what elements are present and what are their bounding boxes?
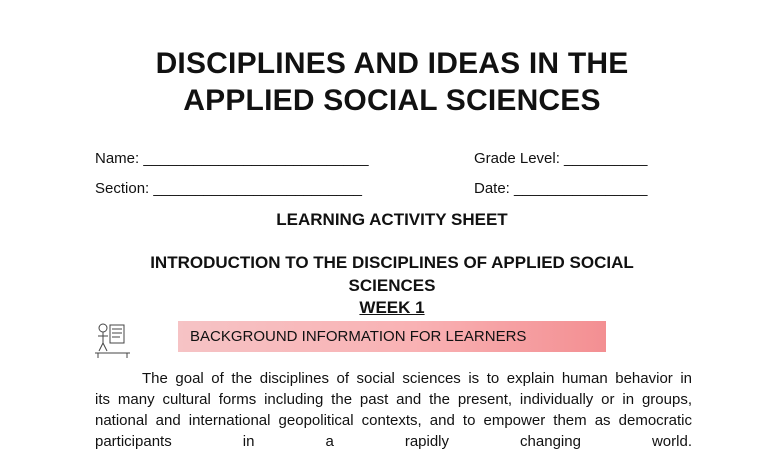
learning-activity-sheet-heading: LEARNING ACTIVITY SHEET — [276, 210, 508, 229]
grade-level-field: Grade Level: __________ — [474, 150, 648, 167]
paragraph-line: national and international geopolitical contexts, and to empower them as democratic — [95, 412, 692, 429]
introduction-heading-line-1: INTRODUCTION TO THE DISCIPLINES OF APPLIED SOCIAL — [150, 253, 634, 272]
week-heading: WEEK 1 — [359, 298, 425, 317]
date-field: Date: ________________ — [474, 180, 648, 197]
paragraph-line: participants in a rapidly changing world. — [95, 433, 692, 450]
background-information-label: BACKGROUND INFORMATION FOR LEARNERS — [190, 328, 527, 345]
student-reading-icon — [92, 319, 134, 359]
section-field: Section: _________________________ — [95, 180, 362, 197]
name-field: Name: ___________________________ — [95, 150, 369, 167]
introduction-heading-line-2: SCIENCES — [348, 276, 436, 295]
document-title-line-2: APPLIED SOCIAL SCIENCES — [183, 84, 601, 117]
document-title-line-1: DISCIPLINES AND IDEAS IN THE — [155, 47, 629, 80]
background-paragraph — [95, 368, 692, 452]
paragraph-line: its many cultural forms including the past and the present, individually or in groups, — [95, 391, 692, 408]
background-information-banner — [178, 321, 606, 352]
paragraph-line: The goal of the disciplines of social sciences is to explain human behavior in — [142, 370, 692, 387]
